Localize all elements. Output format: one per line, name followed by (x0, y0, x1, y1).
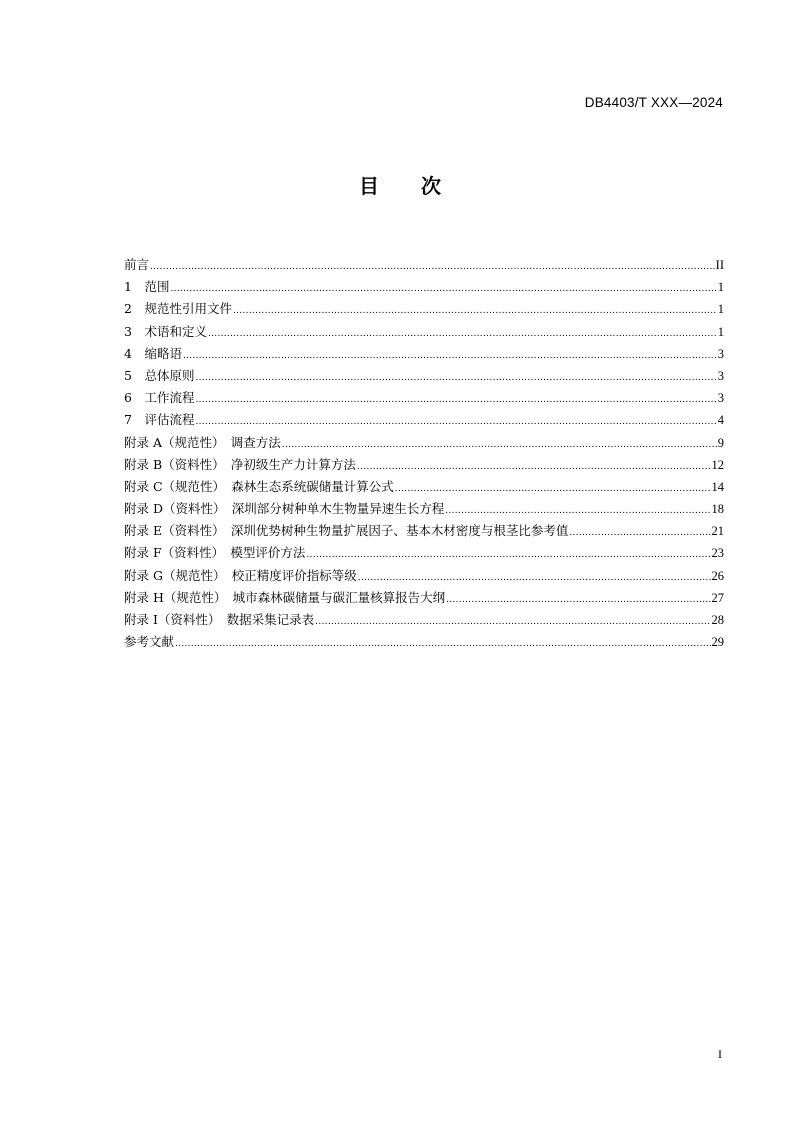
toc-leader-dots (208, 329, 717, 339)
toc-entry-page: 23 (711, 546, 724, 561)
toc-entry-label: 6 工作流程 (124, 390, 195, 406)
toc-entry-label: 附录 D（资料性） 深圳部分树种单木生物量异速生长方程 (124, 501, 445, 517)
toc-entry-annex-b[interactable] (124, 455, 724, 477)
toc-entry-annex-a[interactable] (124, 433, 724, 455)
page-number: I (718, 1047, 722, 1061)
toc-entry-page: 18 (711, 502, 724, 517)
toc-entry-annex-h[interactable] (124, 588, 724, 610)
toc-entry-annex-c[interactable] (124, 477, 724, 499)
toc-entry-label: 附录 B（资料性） 净初级生产力计算方法 (124, 456, 356, 472)
toc-entry-label: 附录 H（规范性） 城市森林碳储量与碳汇量核算报告大纲 (124, 589, 446, 605)
toc-leader-dots (150, 262, 715, 272)
toc-entry-annex-f[interactable] (124, 543, 724, 565)
toc-entry-scope[interactable] (124, 277, 724, 299)
toc-leader-dots (195, 417, 716, 427)
toc-entry-page: 1 (717, 302, 724, 317)
toc-entry-label: 附录 G（规范性） 校正精度评价指标等级 (124, 567, 357, 583)
toc-entry-page: 21 (711, 524, 724, 539)
toc-entry-label: 参考文献 (124, 634, 175, 650)
toc-entry-label: 3 术语和定义 (124, 323, 207, 339)
toc-entry-page: 29 (711, 635, 724, 650)
toc-entry-bibliography[interactable] (124, 632, 724, 654)
toc-entry-annex-d[interactable] (124, 499, 724, 521)
toc-entry-page: 28 (711, 613, 724, 627)
toc-entry-page: 3 (717, 391, 724, 406)
toc-leader-dots (306, 550, 710, 560)
toc-entry-assessment-process[interactable] (124, 410, 724, 432)
toc-title (0, 170, 800, 199)
toc-leader-dots (315, 617, 710, 627)
toc-entry-label: 4 缩略语 (124, 345, 182, 361)
toc-entry-annex-i[interactable] (124, 610, 724, 632)
toc-leader-dots (170, 284, 716, 294)
toc-entry-label: 2 规范性引用文件 (124, 301, 232, 317)
toc-entry-annex-e[interactable] (124, 521, 724, 543)
toc-entry-page: 9 (717, 435, 724, 450)
toc-entry-label: 1 范围 (124, 279, 170, 295)
toc-leader-dots (358, 573, 711, 583)
toc-entry-page: 1 (717, 324, 724, 339)
toc-entry-label: 5 总体原则 (124, 367, 195, 383)
toc-leader-dots (195, 373, 716, 383)
toc-entry-page: II (715, 258, 724, 272)
toc-leader-dots (569, 528, 710, 538)
toc-entry-label: 附录 C（规范性） 森林生态系统碳储量计算公式 (124, 478, 394, 494)
toc-entry-page: 1 (717, 280, 724, 295)
toc-entry-page: 14 (711, 479, 724, 494)
toc-entry-label: 附录 E（资料性） 深圳优势树种生物量扩展因子、基本木材密度与根茎比参考值 (124, 523, 569, 539)
toc-leader-dots (445, 506, 710, 516)
toc-entry-label: 前言 (124, 257, 150, 272)
document-code: DB4403/T XXX—2024 (584, 95, 723, 110)
toc-leader-dots (357, 462, 711, 472)
toc-entry-page: 27 (711, 590, 724, 605)
toc-list (124, 255, 724, 654)
toc-entry-terms-definitions[interactable] (124, 322, 724, 344)
toc-leader-dots (183, 351, 717, 361)
toc-entry-foreword[interactable] (124, 255, 724, 277)
toc-leader-dots (233, 306, 717, 316)
toc-leader-dots (446, 595, 710, 605)
toc-entry-page: 3 (717, 368, 724, 383)
toc-entry-page: 26 (711, 568, 724, 583)
toc-entry-page: 12 (711, 457, 724, 472)
toc-entry-label: 附录 I（资料性） 数据采集记录表 (124, 612, 315, 627)
toc-title-char-1: 目 (359, 174, 379, 198)
toc-leader-dots (395, 484, 711, 494)
toc-entry-workflow[interactable] (124, 388, 724, 410)
toc-leader-dots (175, 639, 710, 649)
toc-entry-page: 4 (717, 413, 724, 428)
toc-leader-dots (195, 395, 716, 405)
toc-title-char-2: 次 (421, 174, 441, 198)
toc-entry-general-principles[interactable] (124, 366, 724, 388)
toc-leader-dots (282, 440, 717, 450)
toc-entry-normative-references[interactable] (124, 299, 724, 321)
toc-entry-annex-g[interactable] (124, 566, 724, 588)
toc-entry-label: 附录 A（规范性） 调查方法 (124, 434, 281, 450)
toc-entry-abbreviations[interactable] (124, 344, 724, 366)
toc-entry-label: 附录 F（资料性） 模型评价方法 (124, 545, 306, 561)
toc-entry-label: 7 评估流程 (124, 412, 195, 428)
toc-entry-page: 3 (717, 346, 724, 361)
